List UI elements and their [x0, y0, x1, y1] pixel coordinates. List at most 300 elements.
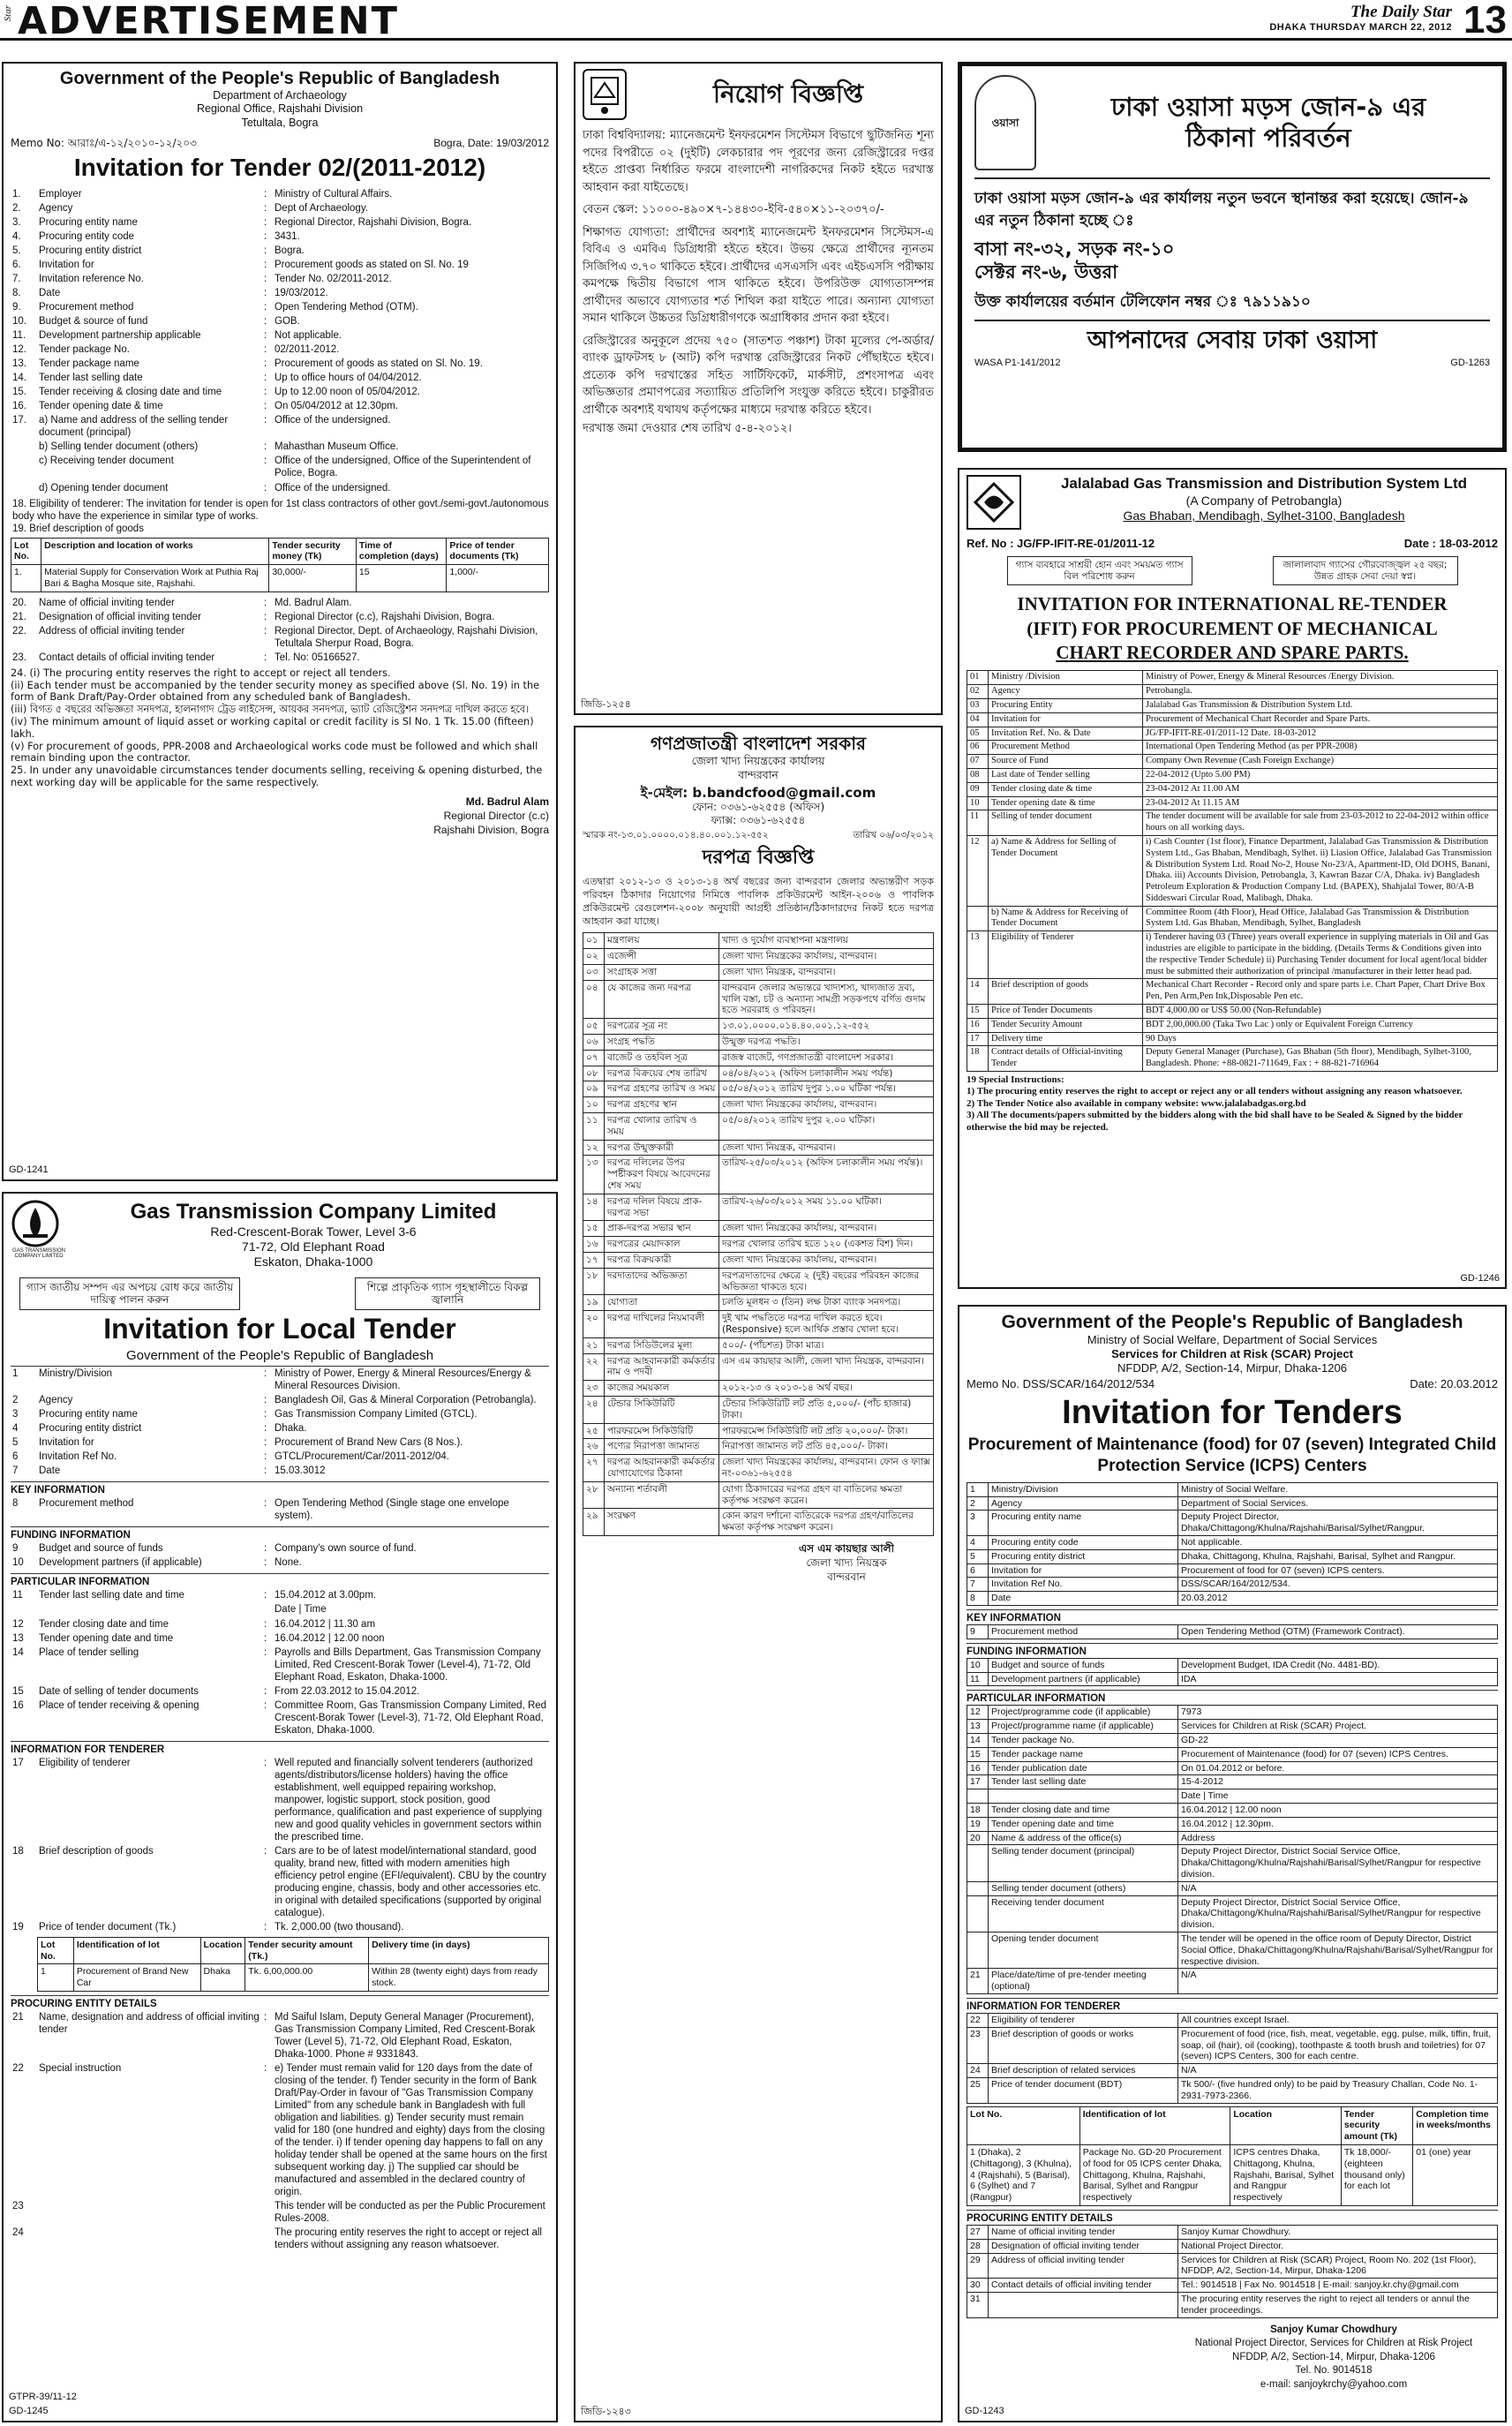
table-cell: 6: [967, 1563, 989, 1578]
table-cell: 14.: [12, 373, 26, 384]
star-mark: Star: [3, 5, 13, 22]
table-cell: Tender No. 02/2011-2012.: [275, 274, 392, 285]
table-cell: 14: [967, 979, 989, 1005]
table-cell: Name & address of the office(s): [989, 1831, 1178, 1845]
table-cell: 10: [967, 796, 989, 810]
separator: :: [264, 288, 267, 299]
table-row: [967, 1747, 1498, 1761]
table-row: [11, 201, 549, 215]
table-cell: 22.: [12, 625, 26, 637]
table-row: [11, 1684, 549, 1699]
notice-title: দরপত্র বিজ্ঞপ্তি: [702, 847, 815, 870]
table-cell: None.: [275, 1557, 302, 1569]
tender-info-table: [583, 932, 934, 1535]
table-row: [583, 1050, 934, 1066]
table-cell: 17: [12, 1757, 24, 1768]
section-tenderer: INFORMATION FOR TENDERER: [11, 1741, 549, 1756]
table-cell: Development Budget, IDA Credit (No. 4481-BD).: [1178, 1658, 1498, 1672]
table-cell: 4: [967, 1536, 989, 1550]
table-row: [583, 1381, 934, 1397]
table-cell: Tender last selling date: [989, 1775, 1178, 1789]
funding-table: [967, 1658, 1498, 1687]
table-cell: Project/programme code (if applicable): [989, 1706, 1178, 1720]
separator: :: [264, 482, 267, 493]
table-cell: Bogra.: [275, 245, 305, 257]
table-cell: 12: [12, 1618, 24, 1630]
table-cell: Address of official inviting tender: [39, 625, 185, 637]
text-line: (iv) The minimum amount of liquid asset or working capital or credit facility is Sl No. 1 Tk. 15.00 (fifteen) lakh.: [11, 715, 534, 740]
table-cell: দরপত্রদাতাদের ক্ষেত্রে ২ (দুই) বছরের পরিবহন কাজের অভিজ্ঞতা থাকতে হবে।: [719, 1268, 934, 1295]
table-cell: 16.04.2012 | 12.00 noon: [1178, 1804, 1498, 1818]
table-cell: Budget & source of fund: [39, 316, 148, 328]
table-row: [11, 399, 549, 413]
separator: :: [264, 1451, 267, 1463]
table-cell: Place/date/time of pre-tender meeting (optional): [989, 1969, 1178, 1994]
ad-code: GD-1263: [1450, 358, 1490, 369]
table-cell: 1.: [12, 189, 21, 200]
table-row: [11, 2010, 549, 2061]
table-cell: 11.: [12, 330, 26, 342]
notice-para: ঢাকা বিশ্ববিদ্যালয়: ম্যানেজমেন্ট ইনফরমেশন সিস্টেমস বিভাগে ছুটিজনিত শূন্য পদের বিপরীতে ০২ (দুইটি) লেকচারার পদ পূরণের জন্য রেজিস্ট্রারের দপ্তর হইতে প্রাপ্তব্য নির্ধারিত ফরমে বাংলাদেশী নাগরিকদের নিকট হইতে দরখাস্ত আহবান করা যাইতেছে।: [583, 129, 934, 194]
table-cell: Mechanical Chart Recorder - Record only and spare parts i.e. Chart Paper, Chart Drive Box Pen, Pen Arm,Pen Ink,Disposable Pen etc.: [1143, 979, 1498, 1005]
table-cell: 9: [967, 1625, 989, 1639]
table-cell: Office of the undersigned.: [275, 482, 391, 493]
separator: :: [264, 1590, 267, 1601]
text-line: 19 Special Instructions:: [967, 1074, 1064, 1086]
table-cell: Eligibility of Tenderer: [989, 931, 1143, 979]
table-row: [967, 2027, 1498, 2063]
table-cell: Agency: [39, 203, 73, 215]
table-cell: Invitation for: [989, 712, 1143, 727]
table-cell: ২১: [583, 1337, 605, 1353]
table-row: [967, 1895, 1498, 1932]
table-cell: 01 (one) year: [1413, 2145, 1498, 2206]
ad-gtcl-local-tender: [2, 1192, 558, 2422]
text-line: 24. (i) The procuring entity reserves the right to accept or reject all tenders.: [11, 667, 391, 679]
separator: :: [264, 274, 267, 285]
table-cell: 19: [12, 1921, 24, 1933]
table-row: [583, 1337, 934, 1353]
table-row: [967, 755, 1498, 769]
table-cell: Ministry /Division: [989, 671, 1143, 685]
table-cell: ১৩.০১.০০০০.০১৪.৪০.০০১.১২-৫৫২: [719, 1019, 934, 1035]
table-cell: Ministry of Power, Energy & Mineral Resources /Energy Division.: [1143, 671, 1498, 685]
table-cell: Tk. 2,000.00 (two thousand).: [275, 1921, 404, 1933]
table-row: [967, 1549, 1498, 1563]
table-cell: BDT 2,00,000.00 (Taka Two Lac ) only or Equivalent Foreign Currency: [1143, 1018, 1498, 1032]
table-cell: ০৮: [583, 1066, 605, 1081]
basic-info-table: [967, 1482, 1498, 1606]
table-cell: Procurement of Maintenance (food) for 07 (seven) ICPS Centres.: [1178, 1747, 1498, 1761]
table-cell: দরপত্রের মেয়াদকাল: [605, 1237, 719, 1253]
section-key-info: KEY INFORMATION: [11, 1481, 549, 1496]
table-cell: ICPS centres Dhaka, Chittagong, Khulna, Rajshahi, Barisal, Sylhet and Rangpur respectively: [1230, 2145, 1342, 2206]
table-cell: Completion time in weeks/months: [1413, 2106, 1498, 2144]
table-cell: ০৭: [583, 1050, 605, 1066]
brief-label: 19. Brief description of goods: [12, 523, 144, 534]
table-row: [583, 980, 934, 1018]
separator: :: [264, 1646, 267, 1658]
text-line: এস এম কায়ছার আলী: [798, 1541, 895, 1555]
table-cell: Bangladesh Oil, Gas & Mineral Corporation (Petrobangla).: [275, 1395, 537, 1406]
table-row: [967, 835, 1498, 906]
table-cell: Services for Children at Risk (SCAR) Project.: [1178, 1720, 1498, 1734]
table-cell: Office of the undersigned.: [275, 415, 391, 426]
table-cell: 6.: [12, 260, 21, 271]
ad-title: Invitation for Tenders: [1062, 1393, 1403, 1431]
table-cell: Tk 500/- (five hundred only) to be paid by Treasury Challan, Code No. 1-2931-7973-2366.: [1178, 2078, 1498, 2104]
table-cell: Invitation for: [39, 260, 94, 271]
separator: :: [264, 1632, 267, 1644]
table-row: [583, 965, 934, 981]
table-row: [967, 1005, 1498, 1019]
table-cell: Date: [39, 288, 61, 299]
table-cell: Tender package name: [39, 358, 139, 370]
table-cell: 15.03.3012: [275, 1465, 326, 1477]
table-cell: দরপত্র গ্রহণের স্থান: [605, 1097, 719, 1113]
table-cell: Tel. No: 05166527.: [275, 652, 360, 663]
table-cell: দরপত্র খোলার তারিখ হতে ১২০ (একশত বিশ) দিন।: [719, 1237, 934, 1253]
ref-no: Ref. No : JG/FP-IFIT-RE-01/2011-12: [967, 537, 1155, 550]
separator: :: [264, 1921, 267, 1933]
table-cell: 12.: [12, 344, 26, 356]
table-cell: Name, designation and address of official inviting tender: [39, 2012, 260, 2036]
table-cell: Price of tender document (Tk.): [39, 1921, 177, 1933]
table-cell: Location: [1230, 2106, 1342, 2144]
table-cell: নিরাপত্তা জামানত লট প্রতি ৪৫,০০০/- টাকা।: [719, 1439, 934, 1455]
table-row: [11, 1435, 549, 1450]
table-cell: ১৩: [583, 1156, 605, 1194]
table-cell: Tender last selling date and time: [39, 1590, 184, 1601]
table-cell: 12: [967, 1706, 989, 1720]
table-cell: 08: [967, 768, 989, 782]
table-row: [11, 1844, 549, 1920]
table-cell: ০৩: [583, 965, 605, 981]
text-line: NFDDP, A/2, Section-14, Mirpur, Dhaka-1206: [1232, 2351, 1435, 2362]
table-cell: Committee Room (4th Floor), Head Office, Jalalabad Gas Transmission & Distribution System Ltd. Gas Bhaban, Mendibagh, Sylhet, Bangladesh: [1143, 906, 1498, 931]
separator: :: [264, 1465, 267, 1477]
table-row: [967, 1625, 1498, 1639]
table-cell: Dhaka.: [275, 1423, 307, 1435]
table-cell: Date of selling of tender documents: [39, 1685, 199, 1697]
table-row: [967, 1496, 1498, 1511]
table-cell: 11: [967, 1672, 989, 1686]
table-row: [967, 1804, 1498, 1818]
entity-table: [967, 2225, 1498, 2318]
separator: :: [264, 344, 267, 356]
ministry: Ministry of Social Welfare, Department of Social Services: [1087, 1333, 1378, 1347]
table-row: [967, 1761, 1498, 1775]
table-cell: 05: [967, 727, 989, 741]
table-cell: [11, 1602, 37, 1616]
table-cell: Package No. GD-20 Procurement of food for 05 ICPS center Dhaka, Chittagong, Khulna, Rajshahi, Barisal, Sylhet and Rangpur respectively: [1079, 2145, 1230, 2206]
table-cell: 13: [967, 931, 989, 979]
ad-code: GD-1246: [1460, 1272, 1500, 1284]
table-cell: Tender closing date and time: [39, 1618, 169, 1630]
table-row: [11, 1393, 549, 1407]
table-cell: 09: [967, 782, 989, 796]
table-row: [967, 2226, 1498, 2240]
table-row: [967, 1578, 1498, 1592]
table-row: [583, 1097, 934, 1113]
table-cell: 7.: [12, 274, 21, 285]
table-cell: Procurement method: [39, 302, 134, 313]
signature-block: [1170, 2324, 1498, 2392]
table-cell: 3: [967, 1511, 989, 1536]
table-row: [967, 1845, 1498, 1881]
qualification: শিক্ষাগত যোগ্যতা: প্রার্থীদের অবশ্যই ম্যানেজমেন্ট ইনফরমেশন সিস্টেমস-এ বিবিএ ও এমবিএ ডিগ্রিধারী হইতে হইবে। উভয় ক্ষেত্রে প্রার্থীদের ন্যূনতম সিজিপিএ ৩.৭০ থাকিতে হইবে। প্রার্থীদের এসএসসি এবং এইচএসসি পরীক্ষায় কমপক্ষে দ্বিতীয় বিভাগে পাস থাকিতে হইবে। উপরিউক্ত যোগ্যতাসম্পন্ন প্রার্থীদের অভাবে যোগ্যতার শর্ত শিথিল করা যাইতে পারে। অন্যান্য যোগ্যতা সমান থাকিলে উচ্চতর ডিগ্রিধারীগণকে অগ্রাধিকার প্রদান করা হইবে।: [583, 225, 934, 325]
table-cell: 15: [967, 1005, 989, 1019]
table-cell: ১৪: [583, 1194, 605, 1221]
table-row: [967, 1775, 1498, 1789]
table-cell: Development partners (if applicable): [989, 1672, 1178, 1686]
table-row: [967, 2279, 1498, 2293]
table-cell: 13: [12, 1632, 24, 1644]
table-cell: Procurement of Brand New Car: [73, 1964, 200, 1992]
table-row: [967, 1511, 1498, 1536]
table-cell: 7973: [1178, 1706, 1498, 1720]
table-cell: দরপত্র আহবানকারী কর্মকর্তার যোগাযোগের ঠিকানা: [605, 1455, 719, 1482]
table-cell: Ministry of Power, Energy & Mineral Resources/Energy & Mineral Resources Division.: [275, 1368, 531, 1392]
table-cell: Selling tender document (principal): [989, 1845, 1178, 1881]
table-row: [967, 1817, 1498, 1831]
table-row: [583, 1194, 934, 1221]
table-cell: Tender security amount (Tk.): [245, 1937, 369, 1964]
ad-place: Tetultala, Bogra: [241, 116, 319, 129]
table-cell: Procuring entity code: [989, 1536, 1178, 1550]
table-row: [11, 272, 549, 286]
table-row: [583, 1353, 934, 1381]
table-cell: পারফরমেন্স সিকিউরিটি লট প্রতি ২০,০০০/- টাকা।: [719, 1423, 934, 1439]
table-cell: জেলা খাদ্য নিয়ন্ত্রক, বান্দরবান।: [719, 965, 934, 981]
table-row: [967, 1831, 1498, 1845]
separator: :: [264, 456, 267, 467]
table-cell: ০২: [583, 949, 605, 965]
table-row: [11, 1496, 549, 1523]
table-row: [967, 685, 1498, 699]
table-cell: Ministry/Division: [39, 1368, 113, 1380]
text-line: e-mail: sanjoykrchy@yahoo.com: [1260, 2378, 1408, 2390]
table-cell: Dhaka, Chittagong, Khulna, Rajshahi, Barisal, Sylhet and Rangpur.: [1178, 1549, 1498, 1563]
table-row: [967, 782, 1498, 796]
table-cell: 14: [967, 1734, 989, 1748]
table-cell: 10: [967, 1658, 989, 1672]
table-row: [583, 1019, 934, 1035]
table-cell: Procurement method: [989, 1625, 1178, 1639]
table-cell: 17: [967, 1032, 989, 1046]
table-cell: 16.04.2012 | 12.00 noon: [275, 1632, 385, 1644]
table-row: [11, 328, 549, 343]
table-cell: N/A: [1178, 2064, 1498, 2078]
table-row: [967, 796, 1498, 810]
table-cell: 13.: [12, 358, 26, 370]
ad-org: Government of the People's Republic of Bangladesh: [59, 69, 500, 88]
table-row: [11, 1464, 549, 1478]
table-cell: ০১: [583, 933, 605, 949]
table-cell: 20.03.2012: [1178, 1592, 1498, 1606]
separator: :: [264, 1757, 267, 1768]
table-cell: ১৬: [583, 1237, 605, 1253]
table-row: [967, 1482, 1498, 1496]
table-cell: ২০: [583, 1311, 605, 1338]
text-line: National Project Director, Services for Children at Risk Project: [1194, 2338, 1473, 2349]
table-cell: Place of tender selling: [39, 1646, 139, 1658]
table-row: [11, 2061, 549, 2199]
table-cell: Deputy General Manager (Purchase), Gas Bhaban (5th floor), Mendibagh, Sylhet-3100, Bangladesh. Phone: +88-0821-711649, Fax : + 88-821-716964: [1143, 1046, 1498, 1072]
table-cell: Identification of lot: [1079, 2106, 1230, 2144]
table-row: [583, 1156, 934, 1194]
title-line3: CHART RECORDER AND SPARE PARTS.: [1056, 642, 1409, 664]
table-cell: On 05/04/2012 at 12.30pm.: [275, 401, 399, 412]
table-row: [967, 2253, 1498, 2279]
table-cell: GD-22: [1178, 1734, 1498, 1748]
table-cell: Eligibility of tenderer: [989, 2014, 1178, 2028]
table-cell: Last date of Tender selling: [989, 768, 1143, 782]
table-row: [967, 1881, 1498, 1895]
table-cell: Tk. 6,00,000.00: [245, 1964, 369, 1992]
table-cell: দুই খাম পদ্ধতিতে দরপত্র দাখিল করতে হবে। (Responsive) হলে আর্থিক প্রস্তাব খোলা হবে।: [719, 1311, 934, 1338]
move-notice: ঢাকা ওয়াসা মড়স জোন-৯ এর কার্যালয় নতুন ভবনে স্থানান্তর করা হয়েছে। জোন-৯ এর নতুন ঠিকানা হচ্ছে ঃ: [974, 190, 1469, 230]
table-cell: দরপত্রের সূত্র নং: [605, 1019, 719, 1035]
table-row: [967, 2078, 1498, 2104]
table-cell: Md. Badrul Alam.: [275, 597, 352, 608]
table-cell: Deputy Project Director, Dhaka/Chittagong/Khulna/Rajshahi/Barisal/Sylhet/Rangpur.: [1178, 1511, 1498, 1536]
key-info-table: [11, 1496, 549, 1523]
table-row: [11, 1631, 549, 1646]
table-cell: জেলা খাদ্য নিয়ন্ত্রকের কার্যালয়, বান্দরবান।: [719, 949, 934, 965]
text-line: 3) All The documents/papers submitted by the bidders along with the bid shall have to be Sealed & Signed by the bidder otherwise the bid may be rejected.: [967, 1110, 1463, 1133]
ref-date: Date : 18-03-2012: [1403, 537, 1498, 550]
last-date: দরখাস্ত জমা দেওয়ার শেষ তারিখ ৫-৪-২০১২।: [583, 422, 792, 435]
table-cell: Regional Director, Rajshahi Division, Bogra.: [275, 217, 472, 229]
table-cell: Tel.: 9014518 | Fax No. 9014518 | E-mail: sanjoy.kr.chy@gmail.com: [1178, 2279, 1498, 2293]
table-cell: ১০: [583, 1097, 605, 1113]
table-row: [967, 1032, 1498, 1046]
table-row: [967, 906, 1498, 931]
table-row: [967, 1592, 1498, 1606]
table-row: [11, 385, 549, 399]
table-cell: দরপত্র গ্রহণের তারিখ ও সময়: [605, 1081, 719, 1097]
table-cell: বান্দরবান জেলার অভ্যন্তরে খাদ্যশস্য, খাদ্যজাত দ্রব্য, খালি বস্তা, চট ও অন্যান্য সামগ্রী সড়কপথে বর্ণিত গুদাম হতে সরবরাহ ও পরিবহন।: [719, 980, 934, 1018]
tenderer-table: [967, 2013, 1498, 2104]
slogan-box-2: জালালাবাদ গ্যাসের গৌরবোজ্জ্বল ২৫ বছর; উন্নত গ্রাহক সেবা দেয়া স্বপ্ন।: [1273, 556, 1458, 586]
table-cell: খাদ্য ও দুর্যোগ ব্যবস্থাপনা মন্ত্রণালয়: [719, 933, 934, 949]
table-cell: Identification of lot: [73, 1937, 200, 1964]
table-cell: Date | Time: [275, 1604, 327, 1616]
text-line: Md. Badrul Alam: [465, 795, 549, 808]
table-cell: Committee Room, Gas Transmission Company Limited, Red Crescent-Borak Tower (Level-3), 71-72, Old Elephant Road, Eskaton, Dhaka-1000.: [275, 1699, 547, 1736]
table-row: [583, 1081, 934, 1097]
table-cell: 04: [967, 712, 989, 727]
table-cell: JG/FP-IFIT-RE-01/2011-12 Date. 18-03-2012: [1143, 727, 1498, 741]
table-cell: Office of the undersigned, Office of the Superintendent of Police, Bogra.: [275, 456, 531, 479]
table-cell: e) Tender must remain valid for 120 days from the date of closing of the tender. f) Tender security in the form of Bank Draft/Pay-Order in favour of "Gas Transmission Company Limited" from any schedule bank in Bangladesh with full obligation and liabilities. g) Tender security must remain valid for 180 (one hundred and eighty) days from the closing of the tender. i) If tender opening day happens to fall on any holiday tender shall be opened at the same hours on the first subsequent working day. j) The supplied car should be manufactured and assembled in the declared country of origin.: [275, 2063, 547, 2198]
table-cell: Tender last selling date: [39, 373, 143, 384]
table-cell: Name of official inviting tender: [39, 597, 175, 608]
table-cell: ২৭: [583, 1455, 605, 1482]
title-line2: ঠিকানা পরিবর্তন: [1185, 123, 1351, 153]
table-cell: দরদাতাদের অভিজ্ঞতা: [605, 1268, 719, 1295]
table-cell: টেন্ডার সিকিউরিটি লট প্রতি ৫,০০০/- (পাঁচ হাজার) টাকা।: [719, 1396, 934, 1423]
table-cell: Tender receiving & closing date and time: [39, 387, 222, 398]
table-cell: Tender closing date & time: [989, 782, 1143, 796]
table-cell: 18: [12, 1845, 24, 1857]
table-row: [967, 1720, 1498, 1734]
table-cell: Payrolls and Bills Department, Gas Transmission Company Limited, Red Crescent-Borak Tower (Level-4), 71-72, Old Elephant Road, Eskaton, Dhaka-1000.: [275, 1646, 541, 1683]
table-row: [11, 1421, 549, 1435]
separator: :: [264, 1699, 267, 1711]
table-cell: জেলা খাদ্য নিয়ন্ত্রকের কার্যালয়, বান্দরবান।: [719, 1097, 934, 1113]
table-cell: 03: [967, 698, 989, 712]
text-line: (iii) বিগত ৫ বছরের অভিজ্ঞতা সনদপত্র, হালনাগাদ ট্রেড লাইসেন্স, আয়কর সনদপত্র, ভ্যাট রেজিস্ট্রেশন সনদপত্র দাখিল করতে হবে।: [11, 704, 530, 716]
table-cell: পারফরমেন্স সিকিউরিটি: [605, 1423, 719, 1439]
table-cell: 22-04-2012 (Upto 5.00 PM): [1143, 768, 1498, 782]
table-cell: এজেন্সী: [605, 949, 719, 965]
table-cell: 28: [967, 2239, 989, 2253]
text-line: 25. In under any unavoidable circumstances tender documents selling, receiving & opening disturbed, the next working day will be applicable for the same respectively.: [11, 765, 543, 788]
table-cell: N/A: [1178, 1881, 1498, 1895]
separator: :: [264, 1423, 267, 1435]
table-cell: Up to office hours of 04/04/2012.: [275, 373, 422, 384]
ad-ref-code: GTPR-39/11-12: [9, 2391, 77, 2402]
page-number: 13: [1463, 0, 1507, 41]
separator: :: [264, 203, 267, 215]
table-row: [11, 413, 549, 440]
table-cell: Dhaka: [200, 1964, 245, 1992]
ad-scar-tender: [958, 1305, 1507, 2422]
separator: :: [264, 2012, 267, 2023]
ad-sub2: বান্দরবান: [738, 767, 779, 781]
table-cell: Budget and source of funds: [39, 1543, 163, 1555]
table-row: [583, 1140, 934, 1156]
separator: :: [264, 441, 267, 453]
table-cell: Receiving tender document: [989, 1895, 1178, 1932]
ad-jalalabad-gas-tender: [958, 468, 1507, 1289]
table-cell: রাজস্ব বাজেট, গণপ্রজাতন্ত্রী বাংলাদেশ সরকার।: [719, 1050, 934, 1066]
table-row: [967, 1706, 1498, 1720]
table-cell: 22: [967, 2014, 989, 2028]
table-row: [11, 1617, 549, 1631]
table-cell: i) Cash Counter (1st floor), Finance Department, Jalalabad Gas Transmission & Distribution System Ltd., Gas Bhaban, Mendibagh, Sylhet. ii) Liasion Office, Jalalabad Gas Transmission & Distribution System Ltd. Road No-2, House No-23/A, Apartment-ID, Old DOHS, Banani, Dhaka. iii) Accounts Division, Petrobangla, 3, Kawran Bazar C/A, Dhaka. iv) Bangladesh Petroleum Exploration & Production Company Ltd. (BAPEX), Shahjalal Tower, 80/A-B Siddeswari Circular Road, Malibagh, Dhaka.: [1143, 835, 1498, 906]
separator: :: [264, 358, 267, 370]
table-cell: Department of Social Services.: [1178, 1496, 1498, 1511]
table-row: [583, 1509, 934, 1536]
separator: :: [264, 1368, 267, 1380]
table-row: [583, 1396, 934, 1423]
title-line2: (IFIT) FOR PROCUREMENT OF MECHANICAL: [1027, 617, 1438, 639]
table-row: [967, 727, 1498, 741]
table-cell: প্রাক-দরপত্র সভার স্থান: [605, 1221, 719, 1237]
table-cell: ৫০০/- (পাঁচশত) টাকা মাত্র।: [719, 1337, 934, 1353]
table-cell: 16.: [12, 401, 26, 412]
table-row: [11, 2226, 549, 2252]
table-cell: 23: [967, 2027, 989, 2063]
separator: :: [264, 231, 267, 243]
table-cell: ২৮: [583, 1481, 605, 1509]
table-cell: ২৯: [583, 1509, 605, 1536]
text-line: 2) The Tender Notice also available in company website: www.jalalabadgas.org.bd: [967, 1097, 1306, 1109]
separator: :: [264, 1543, 267, 1555]
table-cell: 16: [967, 1761, 989, 1775]
table-cell: 9: [12, 1543, 19, 1555]
table-cell: Dept of Archaeology.: [275, 203, 368, 215]
section-funding: FUNDING INFORMATION: [967, 1643, 1498, 1658]
table-cell: Deputy Project Director, District Social Service Office, Dhaka/Chittagong/Khulna/Rajshahi/Barisal/Sylhet/Rangpur for respective division.: [1178, 1845, 1498, 1881]
table-cell: 30,000/-: [269, 565, 357, 592]
separator: :: [264, 625, 267, 637]
section-particular: PARTICULAR INFORMATION: [11, 1573, 549, 1588]
particular-table: [11, 1588, 549, 1737]
